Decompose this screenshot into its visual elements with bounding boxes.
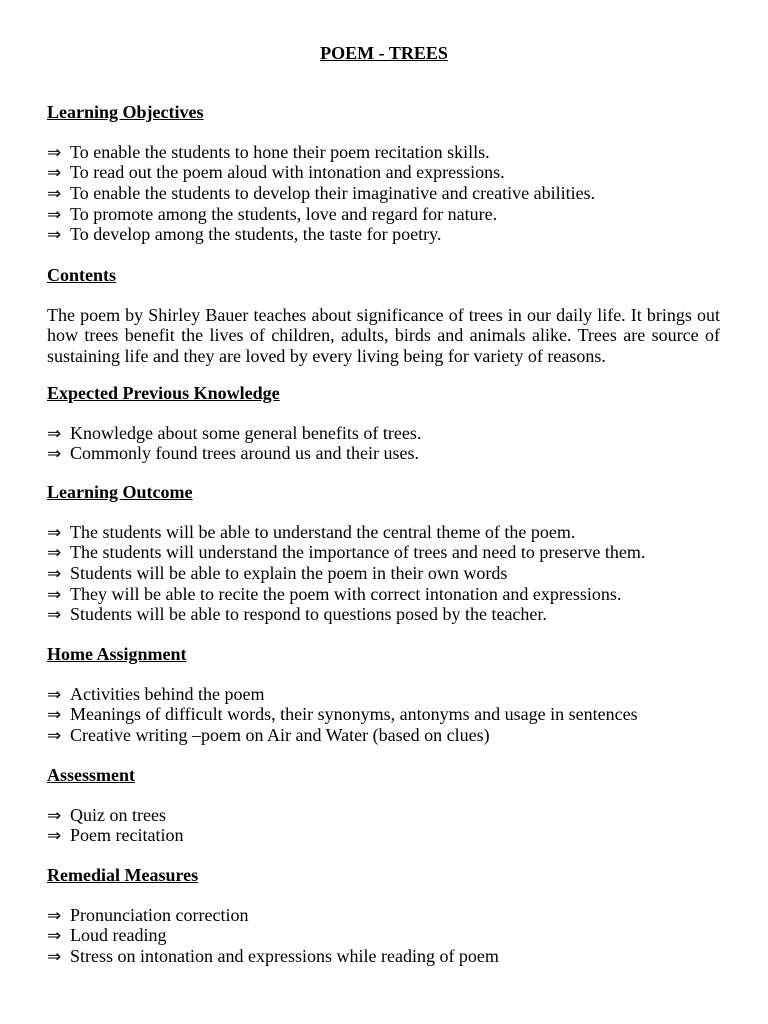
list-item-text: To develop among the students, the taste for poetry. — [70, 224, 442, 245]
bullet-list — [47, 684, 720, 746]
arrow-bullet-icon: ⇒ — [47, 225, 62, 246]
list-item-text: Students will be able to respond to questions posed by the teacher. — [70, 604, 547, 625]
list-item — [47, 162, 720, 183]
bullet-list — [47, 142, 720, 245]
arrow-bullet-icon: ⇒ — [47, 183, 62, 204]
bullet-list — [47, 423, 720, 464]
list-item-text: Commonly found trees around us and their uses. — [70, 443, 419, 464]
list-item-text: To enable the students to hone their poem recitation skills. — [70, 141, 490, 162]
arrow-bullet-icon: ⇒ — [47, 805, 62, 826]
list-item-text: Loud reading — [70, 925, 167, 946]
list-item-text: Knowledge about some general benefits of trees. — [70, 422, 422, 443]
list-item-text: To promote among the students, love and regard for nature. — [70, 203, 498, 224]
list-item — [47, 946, 720, 967]
arrow-bullet-icon: ⇒ — [47, 826, 62, 847]
arrow-bullet-icon: ⇒ — [47, 725, 62, 746]
list-item — [47, 224, 720, 245]
list-item-text: Creative writing –poem on Air and Water (based on clues) — [70, 724, 490, 745]
list-item — [47, 563, 720, 584]
list-item — [47, 522, 720, 543]
paragraph-line: how trees benefit the lives of children, adults, birds and animals alike. Trees are source of — [47, 325, 720, 346]
list-item — [47, 825, 720, 846]
arrow-bullet-icon: ⇒ — [47, 444, 62, 465]
bullet-list — [47, 905, 720, 967]
list-item-text: To enable the students to develop their imaginative and creative abilities. — [70, 182, 596, 203]
section-heading: Learning Objectives — [47, 101, 204, 122]
arrow-bullet-icon: ⇒ — [47, 204, 62, 225]
list-item-text: Stress on intonation and expressions while reading of poem — [70, 945, 499, 966]
list-item — [47, 704, 720, 725]
list-item — [47, 905, 720, 926]
list-item-text: They will be able to recite the poem with correct intonation and expressions. — [70, 583, 622, 604]
section-heading: Contents — [47, 264, 117, 285]
contents-section — [47, 265, 720, 367]
list-item — [47, 684, 720, 705]
paragraph-line: sustaining life and they are loved by every living being for variety of reasons. — [47, 345, 606, 366]
list-item-text: Students will be able to explain the poem in their own words — [70, 562, 508, 583]
list-item — [47, 423, 720, 444]
list-item — [47, 443, 720, 464]
list-item — [47, 805, 720, 826]
list-item-text: The students will be able to understand the central theme of the poem. — [70, 521, 576, 542]
list-item — [47, 542, 720, 563]
arrow-bullet-icon: ⇒ — [47, 163, 62, 184]
list-item — [47, 925, 720, 946]
bullet-list — [47, 522, 720, 625]
list-item-text: Pronunciation correction — [70, 904, 249, 925]
arrow-bullet-icon: ⇒ — [47, 684, 62, 705]
learning-outcome-section — [47, 482, 720, 625]
list-item — [47, 204, 720, 225]
arrow-bullet-icon: ⇒ — [47, 705, 62, 726]
contents-paragraph — [47, 305, 720, 367]
arrow-bullet-icon: ⇒ — [47, 926, 62, 947]
list-item-text: Poem recitation — [70, 825, 184, 846]
section-heading: Assessment — [47, 764, 135, 785]
learning-objectives-section — [47, 102, 720, 245]
section-heading: Learning Outcome — [47, 481, 193, 502]
arrow-bullet-icon: ⇒ — [47, 905, 62, 926]
list-item — [47, 183, 720, 204]
list-item — [47, 142, 720, 163]
arrow-bullet-icon: ⇒ — [47, 946, 62, 967]
remedial-measures-section — [47, 865, 720, 967]
arrow-bullet-icon: ⇒ — [47, 605, 62, 626]
list-item — [47, 584, 720, 605]
arrow-bullet-icon: ⇒ — [47, 563, 62, 584]
list-item-text: Quiz on trees — [70, 804, 166, 825]
paragraph-line: The poem by Shirley Bauer teaches about significance of trees in our daily life. It brings out — [47, 304, 720, 325]
list-item-text: Meanings of difficult words, their synonyms, antonyms and usage in sentences — [70, 704, 638, 725]
bullet-list — [47, 805, 720, 846]
assessment-section — [47, 765, 720, 846]
list-item-text: The students will understand the importance of trees and need to preserve them. — [70, 542, 646, 563]
list-item — [47, 725, 720, 746]
list-item-text: Activities behind the poem — [70, 683, 265, 704]
arrow-bullet-icon: ⇒ — [47, 142, 62, 163]
section-heading: Expected Previous Knowledge — [47, 382, 280, 403]
section-heading: Home Assignment — [47, 643, 187, 664]
home-assignment-section — [47, 644, 720, 746]
arrow-bullet-icon: ⇒ — [47, 423, 62, 444]
section-heading: Remedial Measures — [47, 864, 199, 885]
arrow-bullet-icon: ⇒ — [47, 543, 62, 564]
arrow-bullet-icon: ⇒ — [47, 584, 62, 605]
list-item — [47, 604, 720, 625]
arrow-bullet-icon: ⇒ — [47, 522, 62, 543]
document-title: POEM - TREES — [320, 42, 448, 63]
list-item-text: To read out the poem aloud with intonation and expressions. — [70, 162, 505, 183]
expected-previous-knowledge-section — [47, 383, 720, 464]
